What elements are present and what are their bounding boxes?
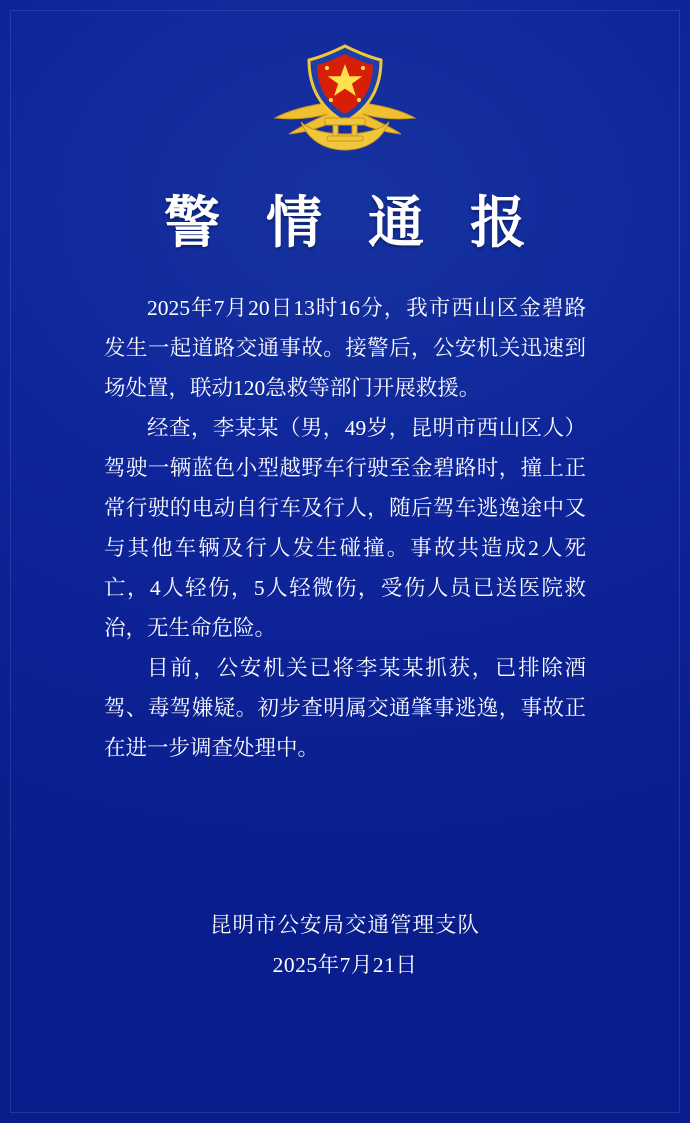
notice-paragraph: 2025年7月20日13时16分，我市西山区金碧路发生一起道路交通事故。接警后，公安机关迅速到场处置，联动120急救等部门开展救援。 [104,296,586,400]
issue-date: 2025年7月21日 [272,953,418,977]
notice-paragraph: 目前，公安机关已将李某某抓获，已排除酒驾、毒驾嫌疑。初步查明属交通肇事逃逸，事故正在进一步调查处理中。 [104,656,586,760]
notice-body [104,288,586,768]
notice-paragraph: 经查，李某某（男，49岁，昆明市西山区人）驾驶一辆蓝色小型越野车行驶至金碧路时，撞上正常行驶的电动自行车及行人，随后驾车逃逸途中又与其他车辆及行人发生碰撞。事故共造成2人死亡，4人轻伤，5人轻微伤，受伤人员已送医院救治，无生命危险。 [104,416,586,640]
page-title: 警 情 通 报 [164,193,542,255]
signature-block [0,905,690,985]
issuing-organization: 昆明市公安局交通管理支队 [209,913,480,937]
police-emblem [265,34,425,154]
police-emblem-icon [265,34,425,154]
